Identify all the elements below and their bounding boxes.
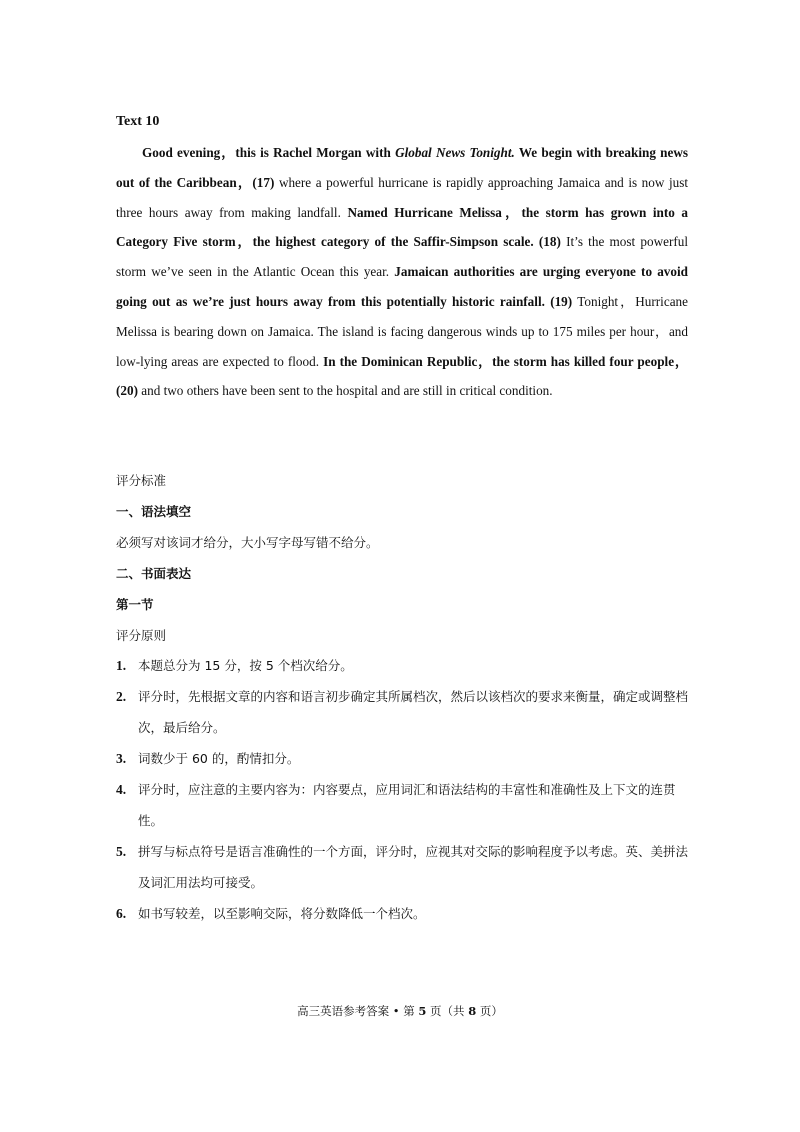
rule-number: 5. [116,844,127,859]
rule-number: 2. [116,689,127,704]
principles-heading: 评分原则 [116,628,167,643]
rule-text: 拼写与标点符号是语言准确性的一个方面，评分时，应视其对交际的影响程度予以考虑。英、美拼法及词汇用法均可接受。 [138,844,689,890]
rule-text: 如书写较差，以至影响交际，将分数降低一个档次。 [138,906,426,921]
footer-middle: 页（共 [426,1004,469,1018]
transcript-segment: where a powerful hurricane is rapidly approaching Jamaica and is now just three hours away from making landfall. [116,174,689,220]
rule-number: 1. [116,658,127,673]
section1-heading: 一、语法填空 [116,504,192,519]
scoring-rules-list [116,650,690,929]
rule-text: 评分时，应注意的主要内容为：内容要点，应用词汇和语法结构的丰富性和准确性及上下文的连贯性。 [138,782,676,828]
footer-prefix: 高三英语参考答案 • 第 [297,1004,419,1018]
footer-page-number: 5 [418,1004,427,1018]
page-footer [0,1003,800,1019]
transcript-segment: and two others have been sent to the hospital and are still in critical condition. [137,383,553,399]
section1-text: 必须写对该词才给分，大小写字母写错不给分。 [116,535,379,550]
program-name: Global News Tonight. [395,145,515,160]
footer-total-pages: 8 [468,1004,477,1018]
transcript-segment: Tonight，Hurricane Melissa is bearing down on Jamaica. The island is facing dangerous winds up to 175 miles per hour，and low-lying areas are expected to flood. [116,293,689,369]
transcript-bold-segment: Good evening，this is Rachel Morgan with [142,145,396,160]
footer-suffix: 页） [476,1004,503,1018]
transcript-bold-segment: Jamaican authorities are urging everyone to avoid going out as we’re just hours away from this potentially historic rainfall. (19) [116,264,688,309]
section2-heading: 二、书面表达 [116,566,192,581]
transcript-paragraph [116,138,688,406]
transcript-segment: It’s the most powerful storm we’ve seen in the Atlantic Ocean this year. [116,234,689,280]
rule-text: 词数少于 60 的，酌情扣分。 [138,751,300,766]
rule-text: 本题总分为 15 分，按 5 个档次给分。 [138,658,353,673]
transcript-bold-segment: We begin with breaking news out of the Caribbean， [116,145,688,190]
transcript-bold-segment: In the Dominican Republic，the storm has killed four people，(20) [116,353,689,399]
text-title: Text 10 [116,114,160,129]
part1-heading: 第一节 [116,597,154,612]
scoring-title: 评分标准 [116,473,167,488]
listening-transcript [116,138,688,406]
rule-text: 评分时，先根据文章的内容和语言初步确定其所属档次，然后以该档次的要求来衡量，确定或调整档次，最后给分。 [138,689,689,735]
rule-number: 3. [116,751,127,766]
scoring-rule [116,898,690,929]
transcript-bold-segment: Named Hurricane Melissa，the storm has grown into a Category Five storm，the highest category of the Saffir-Simpson scale. (18) [116,204,688,250]
scoring-rule [116,836,690,898]
scoring-rule [116,774,690,836]
question-marker-17: (17) [252,174,275,190]
scoring-rule [116,743,690,774]
scoring-rule [116,681,690,743]
rule-number: 6. [116,906,127,921]
scoring-rule [116,650,690,681]
rule-number: 4. [116,782,127,797]
